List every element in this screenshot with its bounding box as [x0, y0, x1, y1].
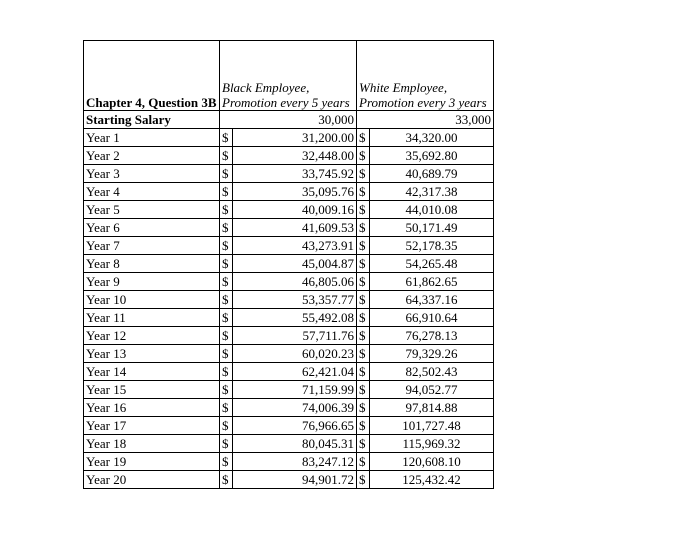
year-label[interactable]: Year 8 [84, 255, 220, 273]
table-row [84, 201, 494, 219]
white-currency-symbol[interactable]: $ [357, 291, 370, 309]
white-currency-symbol[interactable]: $ [357, 399, 370, 417]
year-label[interactable]: Year 11 [84, 309, 220, 327]
white-salary-value[interactable]: 115,969.32 [370, 435, 494, 453]
white-salary-value[interactable]: 82,502.43 [370, 363, 494, 381]
starting-salary-row [84, 111, 494, 129]
black-salary-value[interactable]: 41,609.53 [233, 219, 357, 237]
white-salary-value[interactable]: 40,689.79 [370, 165, 494, 183]
white-currency-symbol[interactable]: $ [357, 219, 370, 237]
spreadsheet-body [84, 41, 494, 489]
year-label[interactable]: Year 14 [84, 363, 220, 381]
year-label[interactable]: Year 10 [84, 291, 220, 309]
table-row [84, 147, 494, 165]
black-currency-symbol[interactable]: $ [220, 273, 233, 291]
table-row [84, 273, 494, 291]
year-label[interactable]: Year 13 [84, 345, 220, 363]
black-salary-value[interactable]: 57,711.76 [233, 327, 357, 345]
black-currency-symbol[interactable]: $ [220, 147, 233, 165]
white-salary-value[interactable]: 76,278.13 [370, 327, 494, 345]
white-salary-value[interactable]: 125,432.42 [370, 471, 494, 489]
white-salary-value[interactable]: 66,910.64 [370, 309, 494, 327]
white-currency-symbol[interactable]: $ [357, 327, 370, 345]
black-currency-symbol[interactable]: $ [220, 255, 233, 273]
black-header-line2: Promotion every 5 years [222, 95, 350, 110]
year-label[interactable]: Year 7 [84, 237, 220, 255]
black-salary-value[interactable]: 74,006.39 [233, 399, 357, 417]
white-currency-symbol[interactable]: $ [357, 381, 370, 399]
black-currency-symbol[interactable]: $ [220, 291, 233, 309]
white-currency-symbol[interactable]: $ [357, 147, 370, 165]
white-currency-symbol[interactable]: $ [357, 237, 370, 255]
table-title[interactable]: Chapter 4, Question 3B [84, 41, 220, 111]
black-currency-symbol[interactable]: $ [220, 417, 233, 435]
black-currency-symbol[interactable]: $ [220, 165, 233, 183]
black-salary-value[interactable]: 55,492.08 [233, 309, 357, 327]
table-row [84, 291, 494, 309]
year-label[interactable]: Year 20 [84, 471, 220, 489]
black-currency-symbol[interactable]: $ [220, 219, 233, 237]
black-currency-symbol[interactable]: $ [220, 201, 233, 219]
black-salary-value[interactable]: 94,901.72 [233, 471, 357, 489]
table-row [84, 453, 494, 471]
black-salary-value[interactable]: 83,247.12 [233, 453, 357, 471]
black-currency-symbol[interactable]: $ [220, 129, 233, 147]
white-currency-symbol[interactable]: $ [357, 453, 370, 471]
year-label[interactable]: Year 15 [84, 381, 220, 399]
white-currency-symbol[interactable]: $ [357, 417, 370, 435]
white-currency-symbol[interactable]: $ [357, 129, 370, 147]
year-label[interactable]: Year 16 [84, 399, 220, 417]
white-currency-symbol[interactable]: $ [357, 435, 370, 453]
table-row [84, 183, 494, 201]
black-salary-value[interactable]: 33,745.92 [233, 165, 357, 183]
black-currency-symbol[interactable]: $ [220, 327, 233, 345]
black-salary-value[interactable]: 43,273.91 [233, 237, 357, 255]
black-currency-symbol[interactable]: $ [220, 381, 233, 399]
table-row [84, 399, 494, 417]
white-salary-value[interactable]: 42,317.38 [370, 183, 494, 201]
black-currency-symbol[interactable]: $ [220, 453, 233, 471]
white-salary-value[interactable]: 34,320.00 [370, 129, 494, 147]
white-salary-value[interactable]: 79,329.26 [370, 345, 494, 363]
white-currency-symbol[interactable]: $ [357, 255, 370, 273]
black-currency-symbol[interactable]: $ [220, 363, 233, 381]
white-header-line1: White Employee, [359, 80, 448, 95]
black-salary-value[interactable]: 71,159.99 [233, 381, 357, 399]
starting-salary-white[interactable]: 33,000 [357, 111, 494, 129]
white-currency-symbol[interactable]: $ [357, 201, 370, 219]
black-salary-value[interactable]: 80,045.31 [233, 435, 357, 453]
white-currency-symbol[interactable]: $ [357, 183, 370, 201]
year-label[interactable]: Year 4 [84, 183, 220, 201]
year-label[interactable]: Year 18 [84, 435, 220, 453]
black-currency-symbol[interactable]: $ [220, 345, 233, 363]
white-salary-value[interactable]: 52,178.35 [370, 237, 494, 255]
white-salary-value[interactable]: 50,171.49 [370, 219, 494, 237]
black-header-line1: Black Employee, [222, 80, 310, 95]
white-currency-symbol[interactable]: $ [357, 363, 370, 381]
table-row [84, 327, 494, 345]
white-currency-symbol[interactable]: $ [357, 471, 370, 489]
header-row [84, 41, 494, 111]
year-label[interactable]: Year 5 [84, 201, 220, 219]
white-currency-symbol[interactable]: $ [357, 345, 370, 363]
year-label[interactable]: Year 3 [84, 165, 220, 183]
black-salary-value[interactable]: 53,357.77 [233, 291, 357, 309]
black-salary-value[interactable]: 32,448.00 [233, 147, 357, 165]
black-currency-symbol[interactable]: $ [220, 471, 233, 489]
white-salary-value[interactable]: 54,265.48 [370, 255, 494, 273]
year-label[interactable]: Year 6 [84, 219, 220, 237]
black-salary-value[interactable]: 35,095.76 [233, 183, 357, 201]
white-currency-symbol[interactable]: $ [357, 309, 370, 327]
black-currency-symbol[interactable]: $ [220, 183, 233, 201]
table-row [84, 345, 494, 363]
white-salary-value[interactable]: 64,337.16 [370, 291, 494, 309]
year-label[interactable]: Year 2 [84, 147, 220, 165]
white-employee-header[interactable] [357, 41, 494, 111]
white-salary-value[interactable]: 61,862.65 [370, 273, 494, 291]
white-salary-value[interactable]: 44,010.08 [370, 201, 494, 219]
year-label[interactable]: Year 19 [84, 453, 220, 471]
year-label[interactable]: Year 12 [84, 327, 220, 345]
black-salary-value[interactable]: 76,966.65 [233, 417, 357, 435]
white-salary-value[interactable]: 120,608.10 [370, 453, 494, 471]
white-header-line2: Promotion every 3 years [359, 95, 487, 110]
black-salary-value[interactable]: 45,004.87 [233, 255, 357, 273]
black-salary-value[interactable]: 60,020.23 [233, 345, 357, 363]
white-currency-symbol[interactable]: $ [357, 165, 370, 183]
table-row [84, 363, 494, 381]
black-salary-value[interactable]: 31,200.00 [233, 129, 357, 147]
table-row [84, 129, 494, 147]
table-row [84, 435, 494, 453]
table-row [84, 219, 494, 237]
table-row [84, 237, 494, 255]
salary-spreadsheet [83, 40, 494, 489]
black-currency-symbol[interactable]: $ [220, 435, 233, 453]
starting-salary-black[interactable]: 30,000 [220, 111, 357, 129]
black-currency-symbol[interactable]: $ [220, 309, 233, 327]
white-salary-value[interactable]: 101,727.48 [370, 417, 494, 435]
white-salary-value[interactable]: 94,052.77 [370, 381, 494, 399]
white-salary-value[interactable]: 97,814.88 [370, 399, 494, 417]
black-salary-value[interactable]: 46,805.06 [233, 273, 357, 291]
black-currency-symbol[interactable]: $ [220, 399, 233, 417]
black-currency-symbol[interactable]: $ [220, 237, 233, 255]
black-salary-value[interactable]: 62,421.04 [233, 363, 357, 381]
year-label[interactable]: Year 17 [84, 417, 220, 435]
table-row [84, 255, 494, 273]
table-row [84, 381, 494, 399]
table-row [84, 417, 494, 435]
white-currency-symbol[interactable]: $ [357, 273, 370, 291]
table-row [84, 165, 494, 183]
table-row [84, 471, 494, 489]
year-label[interactable]: Year 9 [84, 273, 220, 291]
black-employee-header[interactable] [220, 41, 357, 111]
white-salary-value[interactable]: 35,692.80 [370, 147, 494, 165]
year-label[interactable]: Year 1 [84, 129, 220, 147]
starting-salary-label[interactable]: Starting Salary [84, 111, 220, 129]
table-row [84, 309, 494, 327]
black-salary-value[interactable]: 40,009.16 [233, 201, 357, 219]
